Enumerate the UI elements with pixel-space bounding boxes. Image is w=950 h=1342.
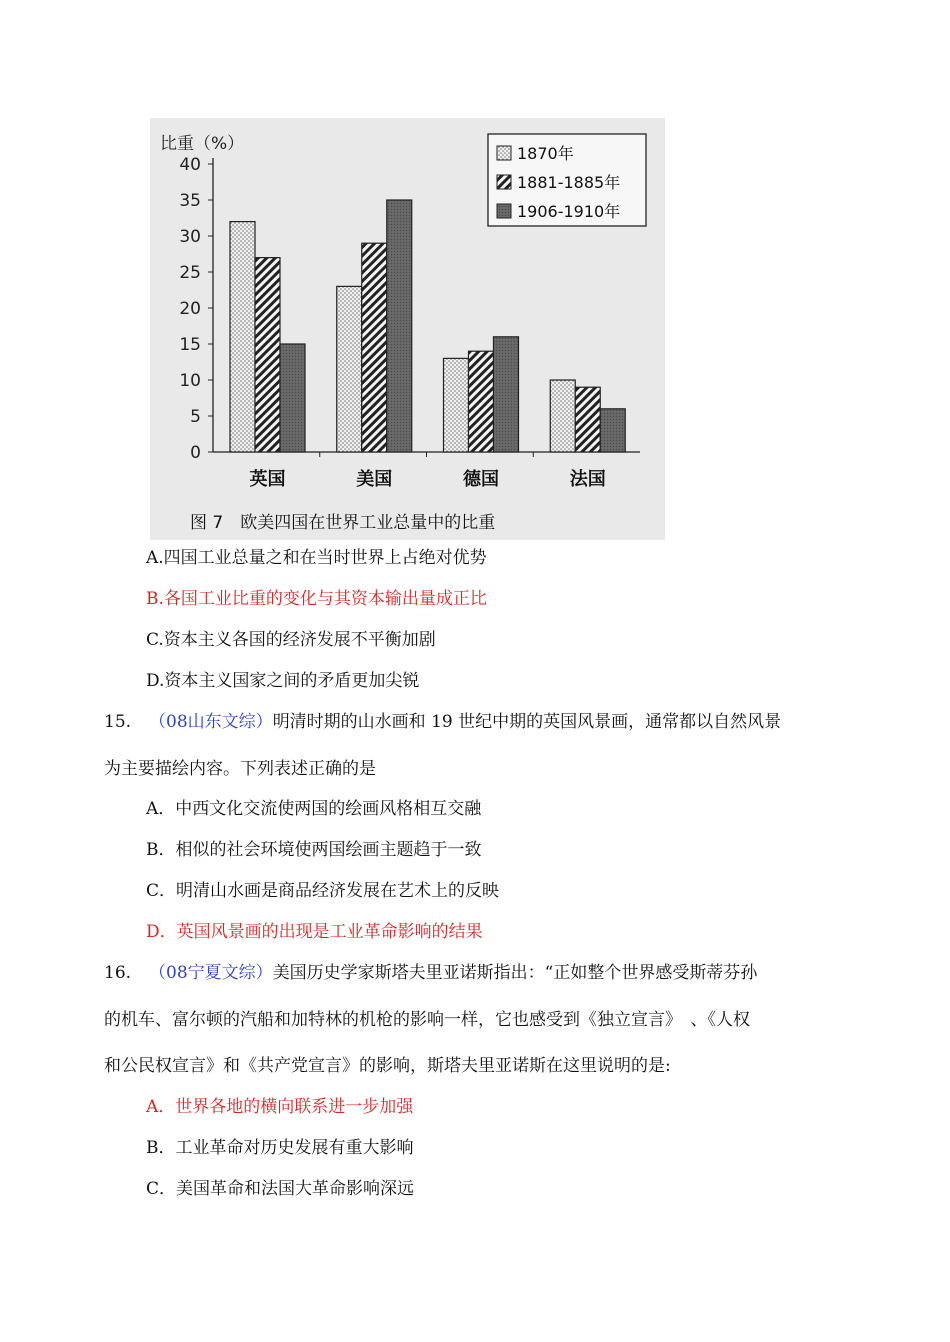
q16-option-b: B．工业革命对历史发展有重大影响	[146, 1138, 414, 1158]
q16-option-a: A．世界各地的横向联系进一步加强	[146, 1097, 414, 1117]
q16-number: 16.	[104, 963, 132, 983]
legend-label: 1870年	[517, 144, 574, 163]
q16-stem-line3: 和公民权宣言》和《共产党宣言》的影响，斯塔夫里亚诺斯在这里说明的是:	[104, 1056, 671, 1076]
q14-option-d: D.资本主义国家之间的矛盾更加尖锐	[146, 671, 420, 691]
x-tick-label: 美国	[356, 469, 393, 490]
legend-swatch	[497, 175, 511, 189]
q14-option-c: C.资本主义各国的经济发展不平衡加剧	[146, 630, 436, 650]
q14-option-a: A.四国工业总量之和在当时世界上占绝对优势	[146, 548, 487, 568]
bar	[280, 344, 305, 452]
y-tick-label: 35	[179, 191, 201, 211]
q16-source: （08宁夏文综）	[149, 963, 273, 983]
q15-stem-text1: 明清时期的山水画和 19 世纪中期的英国风景画，通常都以自然风景	[272, 712, 782, 732]
y-tick-label: 25	[179, 263, 201, 283]
bar	[255, 258, 280, 452]
q15-option-c: C．明清山水画是商品经济发展在艺术上的反映	[146, 881, 500, 901]
legend-label: 1906-1910年	[517, 202, 621, 221]
q14-option-b: B.各国工业比重的变化与其资本输出量成正比	[146, 589, 487, 609]
y-tick-label: 5	[190, 407, 201, 427]
q15-stem-line2: 为主要描绘内容。下列表述正确的是	[104, 759, 376, 779]
chart-caption: 图 7 欧美四国在世界工业总量中的比重	[190, 513, 496, 533]
q16-stem-text1: 美国历史学家斯塔夫里亚诺斯指出：“正如整个世界感受斯蒂芬孙	[272, 963, 758, 983]
y-axis-label: 比重（%）	[160, 134, 245, 154]
y-tick-label: 10	[179, 371, 201, 391]
q16-option-c: C．美国革命和法国大革命影响深远	[146, 1179, 415, 1199]
legend-swatch	[497, 146, 511, 160]
q15-number: 15.	[104, 712, 132, 732]
y-tick-label: 15	[179, 335, 201, 355]
chart-svg	[150, 118, 665, 540]
bar	[600, 409, 625, 452]
bar	[550, 380, 575, 452]
bar	[230, 222, 255, 452]
x-tick-label: 法国	[569, 469, 606, 490]
q16-stem-line2: 的机车、富尔顿的汽船和加特林的机枪的影响一样，它也感受到《独立宣言》 、《人权	[104, 1010, 750, 1030]
q16-stem-line1	[104, 961, 757, 985]
y-tick-label: 20	[179, 299, 201, 319]
q15-source: （08山东文综）	[149, 712, 273, 732]
q15-option-d: D．英国风景画的出现是工业革命影响的结果	[146, 922, 483, 942]
bar	[575, 387, 600, 452]
q15-option-a: A．中西文化交流使两国的绘画风格相互交融	[146, 799, 482, 819]
legend-swatch	[497, 204, 511, 218]
bar	[469, 351, 494, 452]
bar	[494, 337, 519, 452]
q15-stem-line1	[104, 710, 781, 734]
legend-label: 1881-1885年	[517, 173, 621, 192]
y-tick-label: 0	[190, 443, 201, 463]
industrial-share-chart	[150, 118, 665, 540]
x-tick-label: 英国	[249, 469, 286, 490]
bar	[444, 358, 469, 452]
q15-option-b: B．相似的社会环境使两国绘画主题趋于一致	[146, 840, 482, 860]
bar	[387, 200, 412, 452]
y-tick-label: 30	[179, 227, 201, 247]
x-tick-label: 德国	[463, 469, 499, 490]
bar	[337, 286, 362, 452]
bar	[362, 243, 387, 452]
y-tick-label: 40	[179, 155, 201, 175]
